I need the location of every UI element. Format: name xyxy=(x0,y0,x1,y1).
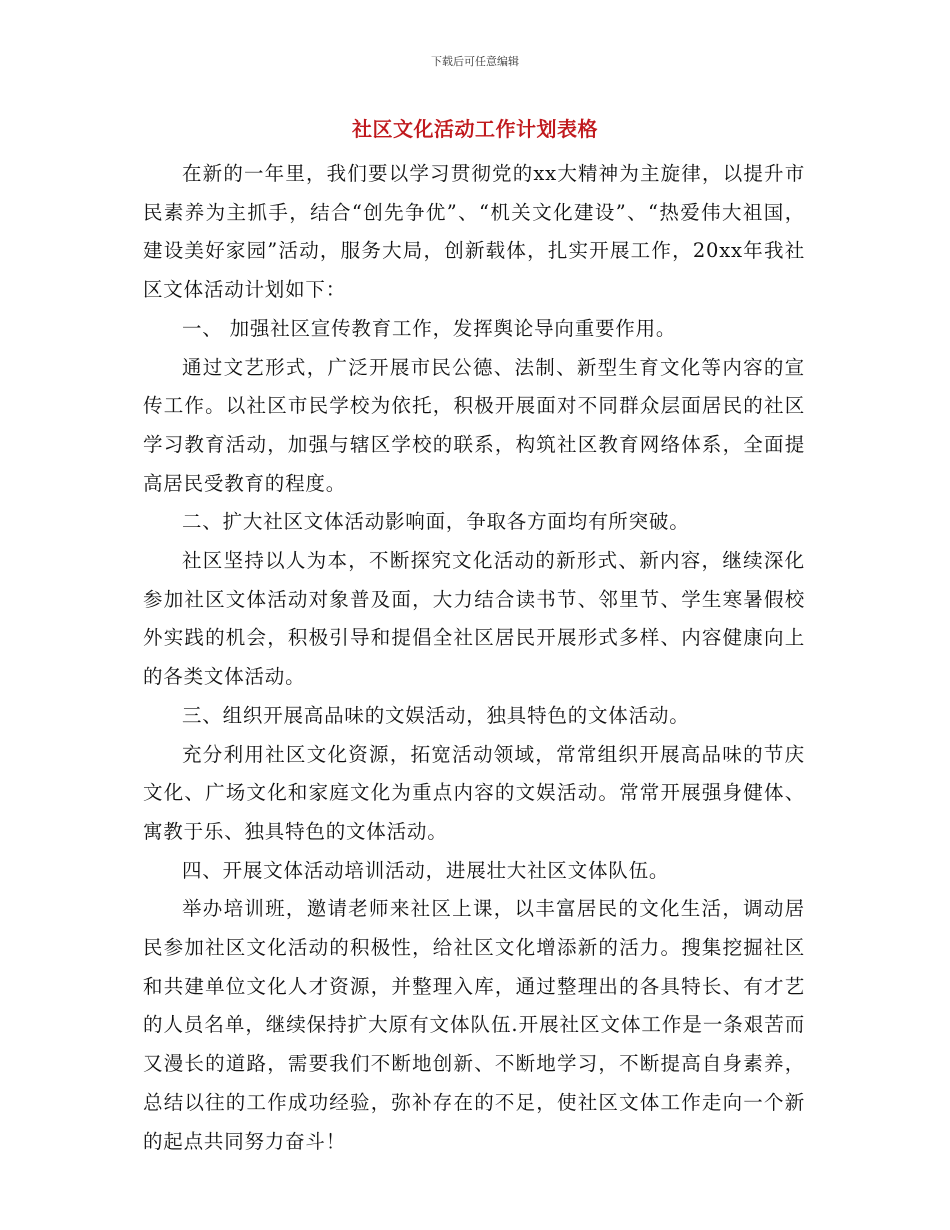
heading-section-4: 四、开展文体活动培训活动，进展壮大社区文体队伍。 xyxy=(182,858,670,882)
paragraph-section-2: 社区坚持以人为本，不断探究文化活动的新形式、新内容，继续深化参加社区文体活动对象普及面，大力结合读书节、邻里节、学生寒暑假校外实践的机会，积极引导和提倡全社区居民开展形式多样、内容健康向上的各类文体活动。 xyxy=(143,549,805,689)
paragraph-section-3: 充分利用社区文化资源，拓宽活动领域，常常组织开展高品味的节庆文化、广场文化和家庭文化为重点内容的文娱活动。常常开展强身健体、寓教于乐、独具特色的文体活动。 xyxy=(143,742,805,843)
paragraph-section-4: 举办培训班，邀请老师来社区上课，以丰富居民的文化生活，调动居民参加社区文化活动的积极性，给社区文化增添新的活力。搜集挖掘社区和共建单位文化人才资源，并整理入库，通过整理出的各具特长、有才艺的人员名单，继续保持扩大原有文体队伍.开展社区文体工作是一条艰苦而又漫长的道路，需要我们不断地创新、不断地学习，不断提高自身素养，总结以往的工作成功经验，弥补存在的不足，使社区文体工作走向一个新的起点共同努力奋斗！ xyxy=(143,897,805,1153)
heading-section-2: 二、扩大社区文体活动影响面，争取各方面均有所突破。 xyxy=(182,510,690,534)
document-body xyxy=(143,155,805,1161)
heading-section-3: 三、组织开展高品味的文娱活动，独具特色的文体活动。 xyxy=(182,703,690,727)
paragraph-section-1: 通过文艺形式，广泛开展市民公德、法制、新型生育文化等内容的宣传工作。以社区市民学校为依托，积极开展面对不同群众层面居民的社区学习教育活动，加强与辖区学校的联系，构筑社区教育网络体系，全面提高居民受教育的程度。 xyxy=(143,355,805,495)
heading-section-1: 一、 加强社区宣传教育工作，发挥舆论导向重要作用。 xyxy=(182,316,677,340)
paragraph-intro: 在新的一年里，我们要以学习贯彻党的xx大精神为主旋律，以提升市民素养为主抓手，结合“创先争优”、“机关文化建设”、“热爱伟大祖国，建设美好家园”活动，服务大局，创新载体，扎实开展工作，20xx年我社区文体活动计划如下： xyxy=(143,162,805,302)
header-note: 下载后可任意编辑 xyxy=(431,55,519,68)
document-title: 社区文化活动工作计划表格 xyxy=(352,117,598,141)
